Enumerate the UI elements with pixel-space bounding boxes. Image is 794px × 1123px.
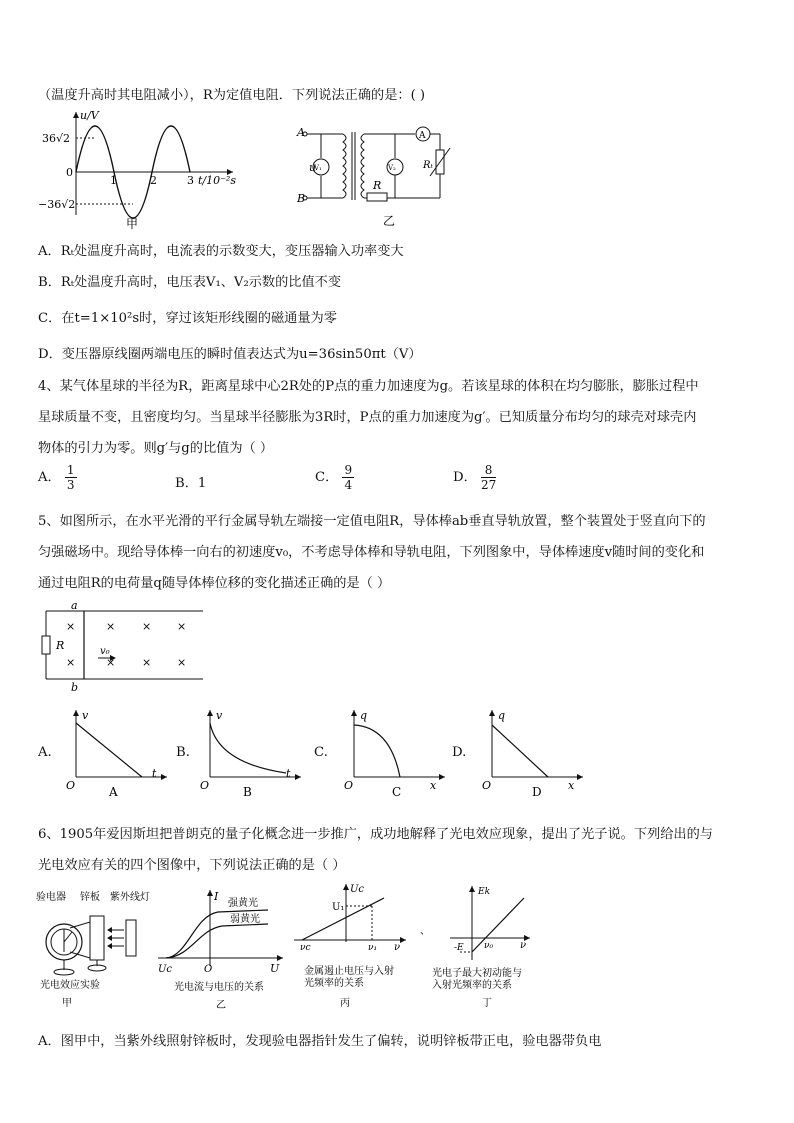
svg-text:光电子最大初动能与: 光电子最大初动能与 (432, 968, 522, 979)
q5-graph-a (62, 705, 172, 800)
svg-text:b: b (71, 681, 79, 694)
svg-text:C: C (392, 785, 402, 799)
q3-option-a: A．Rₜ处温度升高时，电流表的示数变大，变压器输入功率变大 (38, 244, 404, 259)
svg-text:验电器: 验电器 (36, 892, 66, 903)
svg-text:Rₜ: Rₜ (423, 160, 433, 171)
svg-text:x: x (568, 779, 575, 792)
svg-text:×: × (177, 620, 187, 633)
svg-text:A: A (419, 131, 426, 141)
svg-text:a: a (71, 599, 78, 612)
svg-text:×: × (142, 620, 152, 633)
svg-text:ν: ν (520, 940, 527, 951)
svg-text:t: t (152, 767, 157, 780)
svg-text:×: × (66, 656, 76, 669)
svg-text:、: 、 (420, 926, 430, 937)
q5-opt-a: A. (38, 745, 52, 760)
svg-text:光频率的关系: 光频率的关系 (304, 978, 364, 989)
svg-text:Uc: Uc (350, 884, 365, 895)
svg-text:ν₁: ν₁ (368, 943, 378, 953)
uv-lamp (126, 920, 136, 956)
resistor-r (367, 193, 387, 201)
svg-text:U: U (270, 962, 280, 975)
q5-stem-3: 通过电阻R的电荷量q随导体棒位移的变化描述正确的是（ ） (38, 576, 391, 591)
svg-text:B: B (297, 192, 306, 205)
svg-text:O: O (200, 779, 210, 792)
svg-text:锌板: 锌板 (80, 892, 100, 903)
svg-text:×: × (106, 656, 116, 669)
svg-text:A: A (297, 126, 305, 139)
q5-circuit (38, 598, 208, 693)
svg-text:ν₀: ν₀ (484, 941, 494, 951)
svg-text:x: x (430, 779, 437, 792)
q3-option-b: B．Rₜ处温度升高时，电压表V₁、V₂示数的比值不变 (38, 275, 342, 290)
q4-option-d: D． $\frac{8}{27}$ (453, 463, 497, 492)
q3-option-c: C．在t=1×10²s时，穿过该矩形线圈的磁通量为零 (38, 311, 337, 326)
q4-option-c: C． $\frac{9}{4}$ (315, 463, 353, 492)
svg-text:紫外线灯: 紫外线灯 (110, 892, 150, 903)
resistor-r (42, 636, 50, 654)
svg-text:B: B (243, 785, 252, 799)
intro-line: （温度升高时其电阻减小），R为定值电阻．下列说法正确的是：( ) (38, 88, 426, 103)
svg-text:u: u (309, 161, 317, 174)
svg-text:q: q (498, 709, 506, 722)
svg-text:×: × (66, 620, 76, 633)
svg-text:乙: 乙 (216, 1000, 226, 1011)
svg-text:R: R (56, 639, 65, 652)
svg-text:甲: 甲 (62, 998, 72, 1009)
svg-text:O: O (344, 779, 354, 792)
y-top-label: 36√2 (42, 132, 71, 145)
x-axis-label: t/10⁻²s (198, 174, 236, 187)
svg-text:丁: 丁 (482, 998, 492, 1009)
svg-text:q: q (360, 709, 368, 722)
q5-opt-d: D. (452, 745, 467, 760)
tick-3: 3 (187, 174, 194, 187)
q6-option-a: A．图甲中，当紫外线照射锌板时，发现验电器指针发生了偏转，说明锌板带正电，验电器带负电 (38, 1034, 602, 1049)
svg-text:O: O (66, 779, 76, 792)
svg-text:U₁: U₁ (332, 902, 345, 913)
svg-text:v₀: v₀ (100, 646, 110, 657)
q5-stem-2: 匀强磁场中。现给导体棒一向右的初速度v₀，不考虑导体棒和导轨电阻，下列图象中，导体棒速度v随时间的变化和 (38, 545, 705, 560)
svg-text:ν: ν (394, 942, 401, 953)
svg-text:强黄光: 强黄光 (228, 898, 258, 909)
q3-fig-jia (38, 110, 248, 230)
svg-text:R: R (373, 179, 382, 192)
tick-1: 1 (110, 174, 117, 187)
svg-text:×: × (177, 656, 187, 669)
q5-graph-c (340, 705, 450, 800)
q5-stem-1: 5、如图所示，在水平光滑的平行金属导轨左端接一定值电阻R，导体棒ab垂直导轨放置，整个装置处于竖直向下的 (38, 514, 706, 529)
tick-2: 2 (150, 174, 157, 187)
y-axis-label: u/V (80, 109, 99, 122)
svg-text:t: t (286, 767, 291, 780)
svg-text:I: I (214, 890, 219, 903)
svg-text:光电流与电压的关系: 光电流与电压的关系 (174, 982, 264, 993)
q6-fig-yi (158, 886, 288, 1012)
svg-text:金属遏止电压与入射: 金属遏止电压与入射 (304, 966, 394, 977)
svg-text:入射光频率的关系: 入射光频率的关系 (432, 980, 512, 991)
q4-stem-3: 物体的引力为零。则g′与g的比值为（ ） (38, 441, 274, 456)
q6-fig-bing (294, 880, 414, 1012)
zinc-plate (90, 916, 104, 960)
origin-label: 0 (66, 166, 73, 179)
svg-text:弱黄光: 弱黄光 (230, 914, 260, 925)
q5-graph-b (196, 705, 306, 800)
q4-option-a: A． $\frac{1}{3}$ (38, 463, 75, 492)
svg-text:D: D (532, 785, 542, 799)
q4-stem-2: 星球质量不变，且密度均匀。当星球半径膨胀为3R时，P点的重力加速度为g′。已知质量分布均匀的球壳对球壳内 (38, 410, 697, 425)
q6-stem-2: 光电效应有关的四个图像中，下列说法正确的是（ ） (38, 858, 346, 873)
svg-text:V₁: V₁ (314, 164, 322, 172)
svg-text:V₂: V₂ (388, 164, 396, 172)
svg-text:v: v (216, 709, 223, 722)
svg-text:O: O (204, 964, 213, 975)
q4-option-b: B．1 (175, 476, 207, 491)
y-bottom-label: −36√2 (38, 198, 76, 211)
q5-opt-b: B. (176, 745, 190, 760)
caption-yi: 乙 (383, 214, 396, 228)
svg-text:A: A (109, 785, 118, 799)
svg-text:v: v (82, 709, 89, 722)
q3-fig-yi (295, 120, 455, 230)
q3-option-d: D．变压器原线圈两端电压的瞬时值表达式为u=36sin50πt（V） (38, 347, 422, 362)
svg-text:Ek: Ek (478, 887, 491, 897)
svg-text:Uc: Uc (158, 964, 173, 975)
svg-text:-E: -E (454, 943, 464, 953)
q6-stem-1: 6、1905年爱因斯坦把普朗克的量子化概念进一步推广，成功地解释了光电效应现象，提出了光子说。下列给出的与 (38, 827, 713, 842)
svg-text:光电效应实验: 光电效应实验 (40, 980, 100, 991)
svg-text:O: O (482, 779, 492, 792)
q6-fig-jia (34, 882, 159, 1012)
svg-text:×: × (106, 620, 116, 633)
q4-stem-1: 4、某气体星球的半径为R，距离星球中心2R处的P点的重力加速度为g。若该星球的体积在均匀膨胀，膨胀过程中 (38, 379, 699, 394)
q5-opt-c: C. (314, 745, 328, 760)
q5-graph-d (478, 705, 588, 800)
caption-jia: 甲 (126, 217, 139, 231)
svg-text:丙: 丙 (340, 998, 350, 1009)
svg-text:×: × (142, 656, 152, 669)
q6-fig-ding (420, 880, 545, 1012)
svg-text:νc: νc (300, 943, 311, 953)
